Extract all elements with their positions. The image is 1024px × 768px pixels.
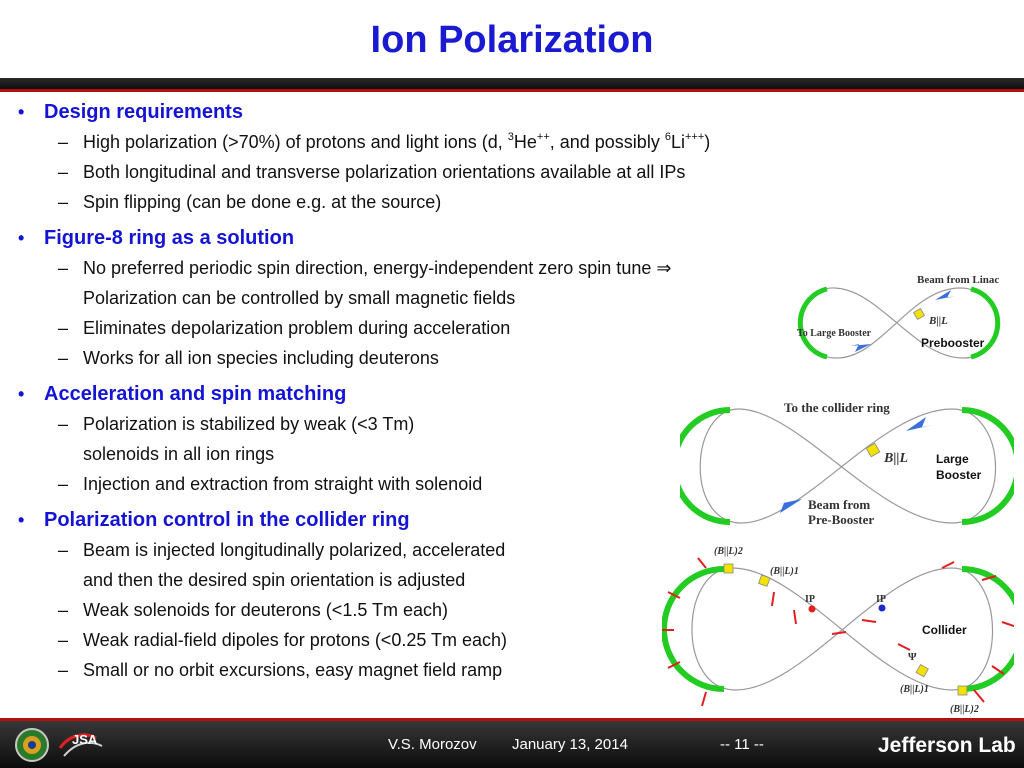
spin-arrow-icon [862, 620, 876, 622]
dash-icon: – [58, 600, 69, 620]
dash-icon: – [58, 258, 69, 278]
footer-accent [0, 718, 1024, 721]
list-item: – Beam is injected longitudinally polarized, accelerated [58, 535, 878, 565]
list-item: – Injection and extraction from straight with solenoid [58, 469, 878, 499]
dash-icon: – [58, 540, 69, 560]
list-item: – Both longitudinal and transverse polarization orientations available at all IPs [58, 157, 878, 187]
prebooster-name: Prebooster [921, 336, 985, 350]
section-heading: Design requirements [44, 101, 243, 123]
section-heading: Polarization control in the collider ring [44, 509, 410, 531]
collider-ip-left-label: IP [805, 594, 815, 605]
large-booster-left-arc [680, 410, 730, 522]
spin-arrow-icon [772, 592, 774, 606]
list-item: – Spin flipping (can be done e.g. at the source) [58, 187, 878, 217]
large-booster-name-line2: Booster [936, 468, 982, 482]
large-booster-name-line1: Large [936, 452, 969, 466]
footer-date: January 13, 2014 [512, 736, 628, 753]
collider-solenoid-icon [724, 564, 733, 573]
collider-bl1-bottom: (B||L)1 [900, 684, 929, 695]
collider-solenoid-icon [958, 686, 967, 695]
spin-arrow-icon [1002, 622, 1014, 626]
spin-arrow-icon [794, 610, 796, 624]
jefferson-lab-logo: Jefferson Lab [878, 734, 1016, 757]
bullet-icon: • [18, 510, 25, 530]
large-booster-pre-booster: Pre-Booster [808, 512, 875, 527]
prebooster-b-label: B||L [929, 315, 948, 327]
dash-icon: – [58, 162, 69, 182]
dash-icon: – [58, 192, 69, 212]
title-divider-accent [0, 89, 1024, 92]
collider-bl1-top: (B||L)1 [770, 566, 799, 577]
list-item: – No preferred periodic spin direction, energy-independent zero spin tune ⇒ [58, 253, 878, 283]
bullet-icon: • [18, 228, 25, 248]
prebooster-beam-from-linac: Beam from Linac [917, 274, 1000, 286]
large-booster-right-arc [962, 410, 1014, 522]
section-heading: Figure-8 ring as a solution [44, 227, 295, 249]
collider-name: Collider [922, 623, 967, 637]
collider-diagram [662, 542, 1014, 718]
prebooster-diagram [785, 266, 1015, 382]
spin-arrow-icon [698, 558, 706, 568]
list-item: – Weak solenoids for deuterons (<1.5 Tm each) [58, 595, 878, 625]
doe-seal-icon [12, 726, 52, 764]
list-item: – Weak radial-field dipoles for protons (<0.25 Tm each) [58, 625, 878, 655]
list-item-continuation: solenoids in all ion rings [83, 444, 275, 464]
bullet-icon: • [18, 102, 25, 122]
dash-icon: – [58, 630, 69, 650]
prebooster-arrow-icon [935, 290, 955, 300]
large-booster-diagram [680, 395, 1014, 535]
collider-solenoid-icon [759, 575, 771, 587]
large-booster-to-collider: To the collider ring [784, 400, 890, 415]
dash-icon: – [58, 348, 69, 368]
collider-psi-label: Ψ [908, 651, 917, 663]
collider-solenoid-icon [916, 665, 928, 677]
footer-page-number: -- 11 -- [720, 736, 764, 753]
collider-bl2-top: (B||L)2 [714, 546, 743, 557]
list-item: – Small or no orbit excursions, easy magnet field ramp [58, 655, 878, 685]
list-item-continuation: and then the desired spin orientation is adjusted [83, 570, 466, 590]
list-item: – Polarization is stabilized by weak (<3 Tm) [58, 409, 878, 439]
dash-icon: – [58, 660, 69, 680]
spin-arrow-icon [832, 632, 846, 634]
prebooster-to-large-booster: To Large Booster [797, 328, 872, 339]
jsa-logo [56, 728, 112, 762]
spin-arrow-icon [974, 690, 984, 702]
large-booster-b-label: B||L [884, 451, 909, 466]
collider-right-arc [962, 569, 1014, 689]
dash-icon: – [58, 414, 69, 434]
spin-arrow-icon [942, 562, 954, 568]
collider-bl2-bottom: (B||L)2 [950, 704, 979, 715]
prebooster-solenoid-icon [914, 309, 925, 320]
prebooster-left-arc [800, 289, 827, 357]
large-booster-arrow-icon [774, 499, 802, 513]
dash-icon: – [58, 132, 69, 152]
collider-ip-right-icon [879, 605, 886, 612]
spin-arrow-icon [898, 644, 910, 650]
large-booster-solenoid-icon [866, 443, 880, 457]
section-design-requirements [18, 97, 878, 217]
list-item-continuation: Polarization can be controlled by small magnetic fields [83, 288, 516, 308]
slide-title: Ion Polarization [370, 19, 654, 61]
section-heading: Acceleration and spin matching [44, 383, 347, 405]
list-item: – Eliminates depolarization problem during acceleration [58, 313, 878, 343]
collider-ip-left-icon [809, 606, 816, 613]
large-booster-beam-from: Beam from [808, 497, 871, 512]
bullet-icon: • [18, 384, 25, 404]
collider-ip-right-label: IP [876, 594, 886, 605]
list-item: – Works for all ion species including deuterons [58, 343, 878, 373]
dash-icon: – [58, 474, 69, 494]
footer-author: V.S. Morozov [388, 736, 477, 753]
dash-icon: – [58, 318, 69, 338]
large-booster-arrow-icon [906, 417, 932, 431]
spin-arrow-icon [702, 692, 706, 706]
jsa-logo-text: JSA [72, 732, 98, 747]
list-item: – High polarization (>70%) of protons and light ions (d, $^3$He++, and possibly $^6$Li+++) [58, 127, 878, 157]
section-figure8-ring [18, 223, 878, 373]
